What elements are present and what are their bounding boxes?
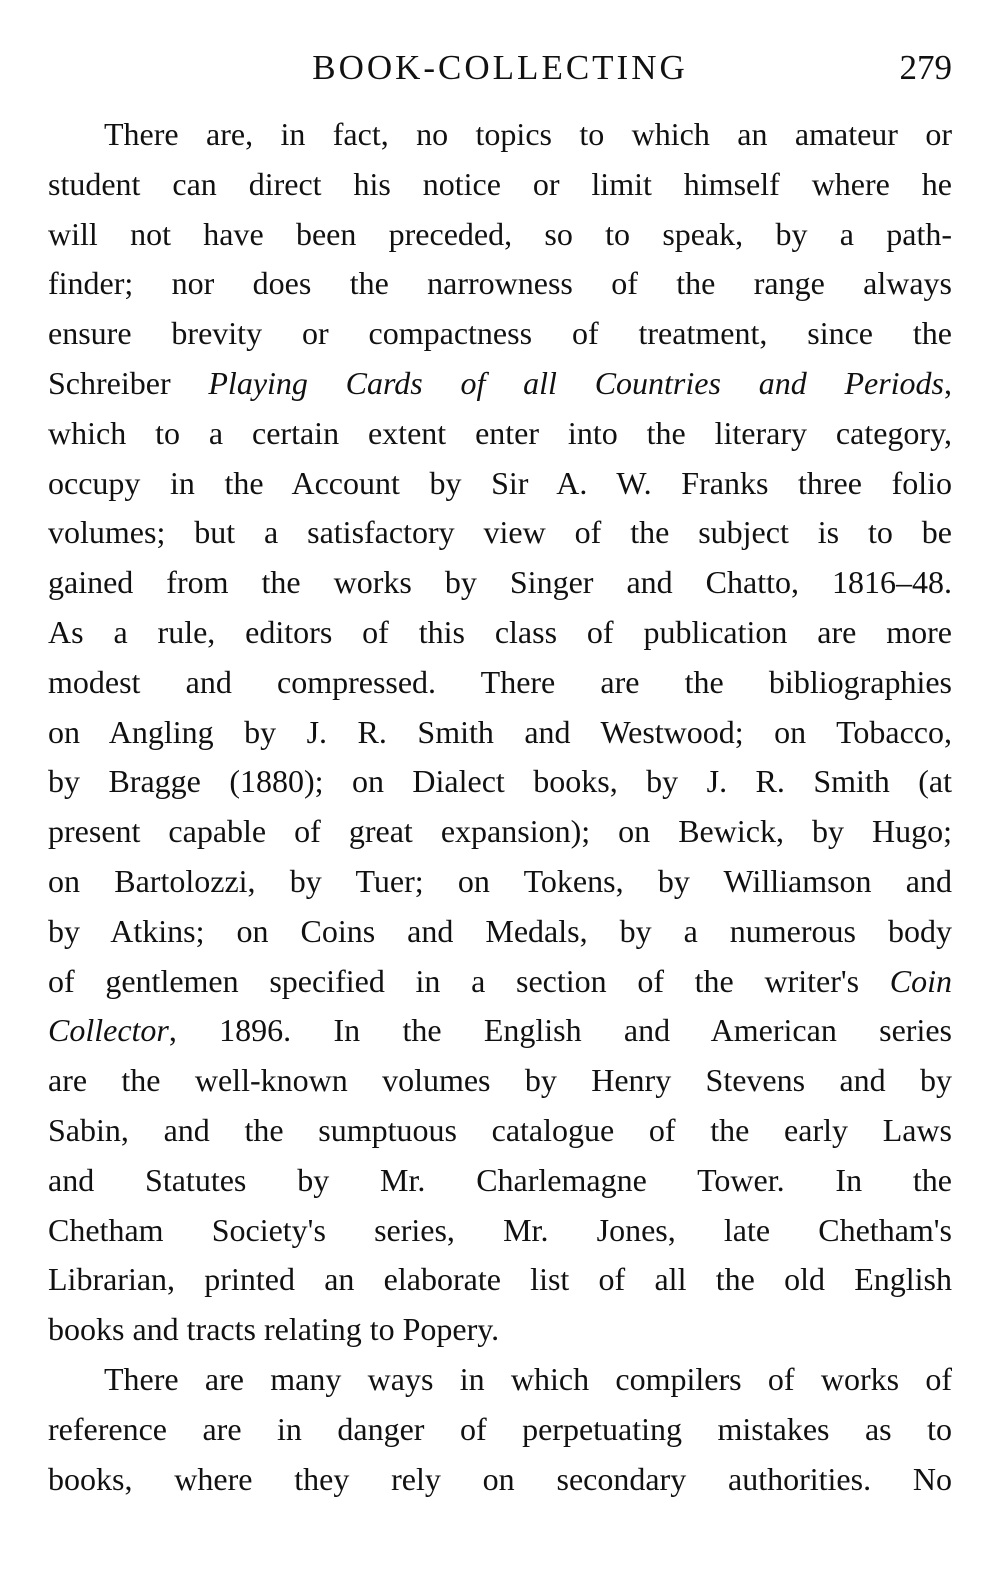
text-run: Schreiber [48, 364, 209, 401]
text-line: Sabin, and the sumptuous catalogue of the early Laws [48, 1111, 952, 1148]
italic-title: Playing Cards of all Countries and Periods [208, 364, 945, 401]
running-head [48, 44, 952, 92]
italic-title: Coin [889, 962, 952, 999]
text-line: which to a certain extent enter into the literary category, [48, 414, 952, 451]
text-line: on Bartolozzi, by Tuer; on Tokens, by Williamson and [48, 862, 952, 899]
paragraph-2 [48, 1355, 952, 1504]
text-line: will not have been preceded, so to speak, by a path- [48, 215, 952, 252]
text-line: books and tracts relating to Popery. [48, 1311, 500, 1348]
text-line: As a rule, editors of this class of publication are more [48, 613, 952, 650]
text-line: ensure brevity or compactness of treatment, since the [48, 315, 952, 352]
text-line: student can direct his notice or limit himself where he [48, 165, 952, 202]
text-line: Librarian, printed an elaborate list of all the old English [48, 1261, 952, 1298]
text-line: by Bragge (1880); on Dialect books, by J. R. Smith (at [48, 763, 952, 800]
text-line: by Atkins; on Coins and Medals, by a numerous body [48, 912, 952, 949]
text-line [48, 1006, 952, 1056]
italic-title: Collector [48, 1012, 169, 1049]
text-line: finder; nor does the narrowness of the range always [48, 265, 952, 302]
text-run: , 1896. In the English and American series [168, 1012, 952, 1049]
text-line: reference are in danger of perpetuating mistakes as to [48, 1410, 952, 1447]
body-text [48, 110, 952, 1504]
paragraph-1 [48, 110, 952, 1355]
text-line: occupy in the Account by Sir A. W. Franks three folio [48, 464, 952, 501]
text-line: There are many ways in which compilers of works of [104, 1360, 952, 1397]
text-line [48, 957, 952, 1007]
text-run: of gentlemen specified in a section of the writer's [48, 962, 890, 999]
text-line: gained from the works by Singer and Chatto, 1816–48. [48, 564, 952, 601]
text-line: Chetham Society's series, Mr. Jones, late Chetham's [48, 1211, 952, 1248]
text-line: present capable of great expansion); on Bewick, by Hugo; [48, 813, 952, 850]
text-run: , [944, 364, 952, 401]
page-number: 279 [899, 48, 952, 87]
text-line: on Angling by J. R. Smith and Westwood; on Tobacco, [48, 713, 952, 750]
text-line: modest and compressed. There are the bibliographies [48, 663, 952, 700]
text-line: volumes; but a satisfactory view of the subject is to be [48, 514, 952, 551]
text-line: books, where they rely on secondary authorities. No [48, 1460, 952, 1497]
text-line: and Statutes by Mr. Charlemagne Tower. In the [48, 1161, 952, 1198]
text-line: There are, in fact, no topics to which an amateur or [104, 116, 952, 152]
running-title: BOOK-COLLECTING [312, 48, 688, 87]
text-line [48, 359, 952, 409]
text-line: are the well-known volumes by Henry Stevens and by [48, 1062, 952, 1099]
